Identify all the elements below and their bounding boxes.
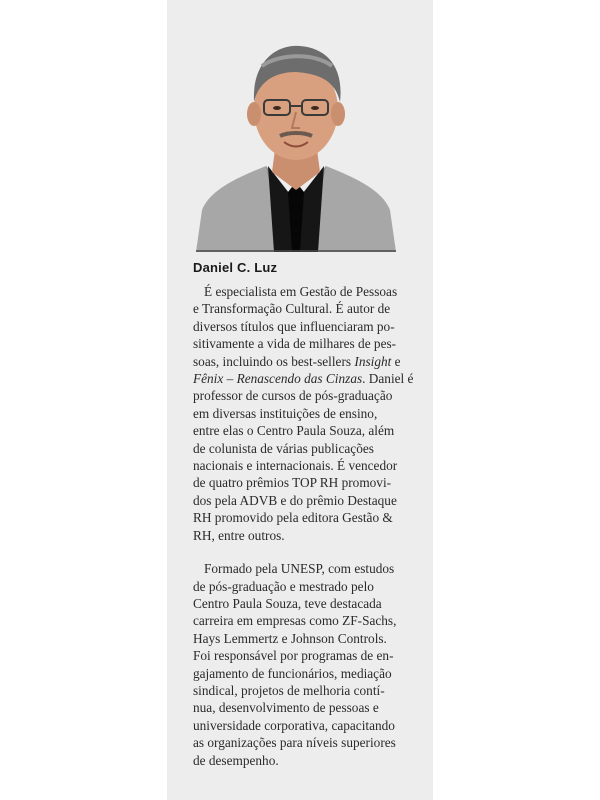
bio-line: Hays Lemmertz e Johnson Controls. (193, 630, 387, 646)
bio-line: de colunista de várias publicações (193, 440, 374, 456)
bio-line (193, 353, 415, 370)
bio-line (193, 370, 415, 387)
bio-line: Centro Paula Souza, teve destacada (193, 595, 382, 611)
bio-line: É especialista em Gestão de Pessoas (204, 284, 398, 299)
bio-line: sindical, projetos de melhoria contí- (193, 682, 385, 698)
bio-line: diversos títulos que influenciaram po- (193, 318, 395, 334)
bio-line: de pós-graduação e mestrado pelo (193, 578, 374, 594)
bio-line: Formado pela UNESP, com estudos (204, 561, 395, 577)
bio-line: nacionais e internacionais. É vencedor (193, 458, 398, 474)
author-photo (196, 32, 396, 252)
bio-line: e Transformação Cultural. É autor de (193, 301, 391, 317)
bio-line: entre elas o Centro Paula Souza, além (193, 423, 395, 439)
book-title-insight: Insight (354, 353, 392, 369)
bio-line: gajamento de funcionários, mediação (193, 665, 392, 681)
author-bio (193, 283, 415, 769)
bio-line: carreira em empresas como ZF-Sachs, (193, 613, 397, 629)
bio-line: as organizações para níveis superiores (193, 735, 396, 751)
paragraph-gap (193, 544, 415, 560)
book-title-fenix: Fênix – Renascendo das Cinzas (193, 371, 363, 387)
author-name: Daniel C. Luz (193, 260, 278, 275)
bio-text: e (391, 353, 401, 369)
bio-line: RH, entre outros. (193, 527, 285, 543)
bio-line: Foi responsável por programas de en- (193, 648, 394, 664)
bio-line: universidade corporativa, capacitando (193, 717, 395, 733)
bio-line: nua, desenvolvimento de pessoas e (193, 700, 379, 716)
bio-line: professor de cursos de pós-graduação (193, 388, 393, 404)
bio-line: RH promovido pela editora Gestão & (193, 510, 393, 526)
bio-text: soas, incluindo os best-sellers (193, 353, 355, 369)
bio-line: dos pela ADVB e do prêmio Destaque (193, 492, 397, 508)
bio-text: . Daniel é (362, 371, 414, 387)
bio-line: de quatro prêmios TOP RH promovi- (193, 475, 392, 491)
bio-line: de desempenho. (193, 752, 279, 768)
bio-line: em diversas instituições de ensino, (193, 405, 378, 421)
bio-line: sitivamente a vida de milhares de pes- (193, 336, 397, 352)
